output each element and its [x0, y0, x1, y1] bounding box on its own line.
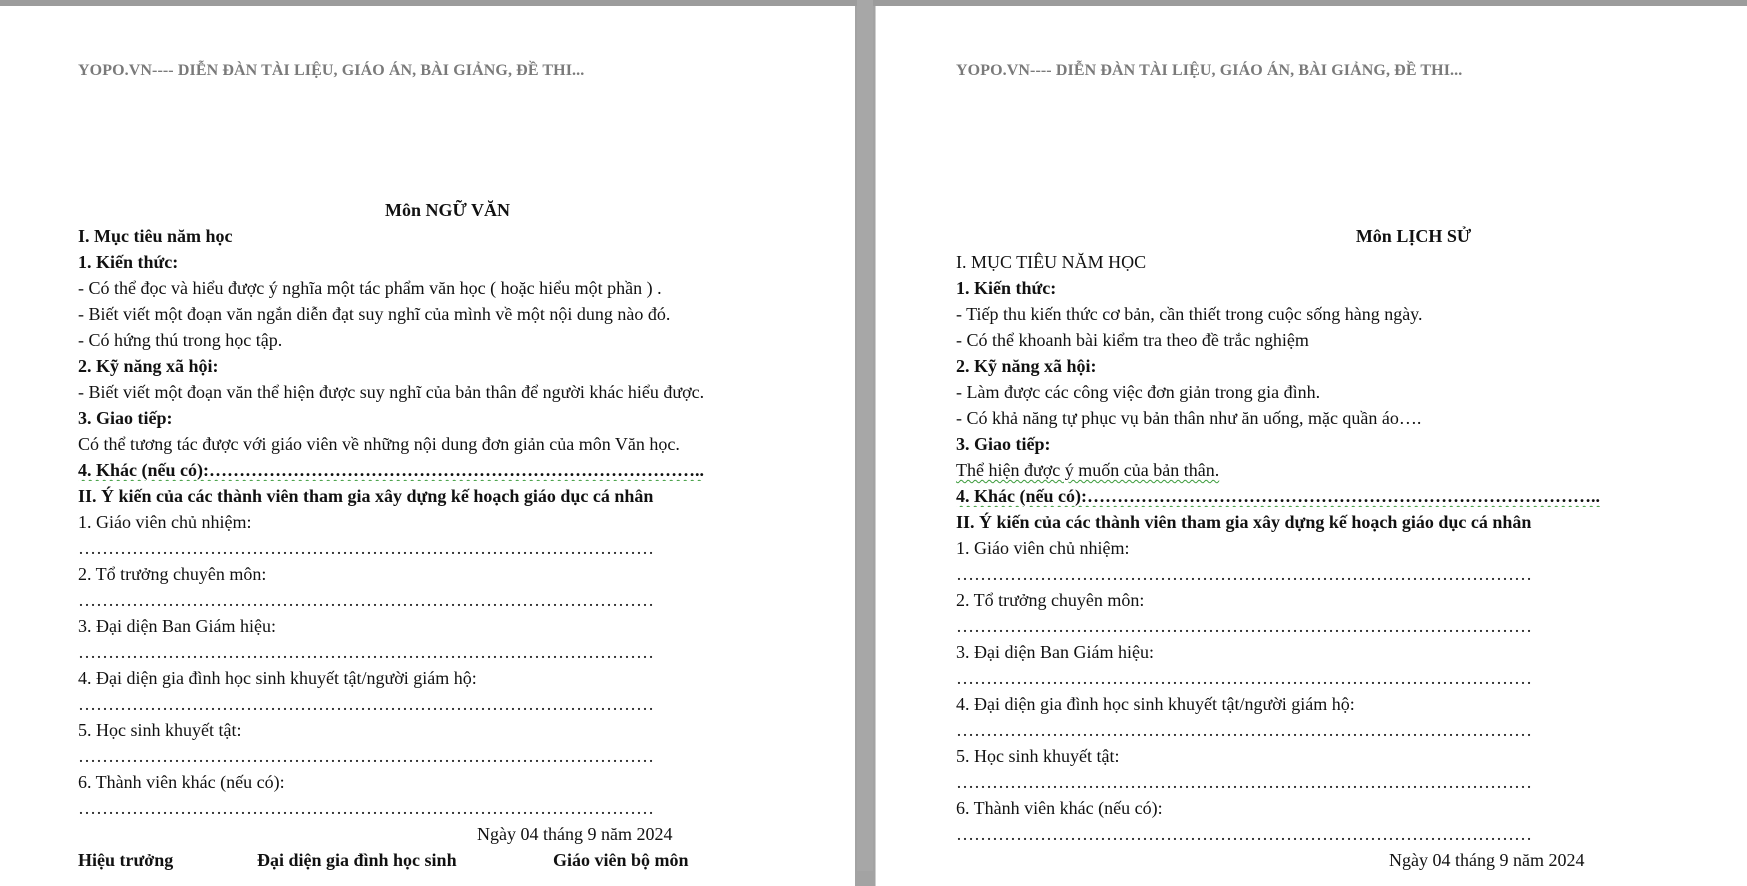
- knowledge-heading: 1. Kiến thức:: [956, 278, 1057, 298]
- knowledge-item: - Có thể đọc và hiểu được ý nghĩa một tác phẩm văn học ( hoặc hiểu một phần ) .: [78, 278, 662, 298]
- social-skills-item: - Có khả năng tự phục vụ bản thân như ăn uống, mặc quần áo….: [956, 408, 1422, 428]
- communication-heading: 3. Giao tiếp:: [78, 408, 173, 428]
- signature-dotted-line: ……………………………………………………………………………………: [956, 772, 1532, 792]
- document-page-left: [0, 6, 855, 886]
- signature-dotted-line: ……………………………………………………………………………………: [956, 824, 1532, 844]
- signature-dotted-line: ……………………………………………………………………………………: [956, 616, 1532, 636]
- page-gap: [857, 0, 873, 871]
- date-line: Ngày 04 tháng 9 năm 2024: [477, 824, 673, 844]
- member-school-board: 3. Đại diện Ban Giám hiệu:: [78, 616, 276, 636]
- member-other: 6. Thành viên khác (nếu có):: [956, 798, 1163, 818]
- knowledge-heading: 1. Kiến thức:: [78, 252, 179, 272]
- member-department-head: 2. Tổ trưởng chuyên môn:: [956, 590, 1145, 610]
- document-page-right: [875, 6, 1747, 886]
- signature-dotted-line: ……………………………………………………………………………………: [78, 746, 654, 766]
- page-header: YOPO.VN---- DIỄN ĐÀN TÀI LIỆU, GIÁO ÁN, BÀI GIẢNG, ĐỀ THI...: [956, 62, 1463, 79]
- knowledge-item: - Biết viết một đoạn văn ngắn diễn đạt suy nghĩ của mình về một nội dung nào đó.: [78, 304, 671, 324]
- member-homeroom-teacher: 1. Giáo viên chủ nhiệm:: [956, 538, 1130, 558]
- member-department-head: 2. Tổ trưởng chuyên môn:: [78, 564, 267, 584]
- signature-family: Đại diện gia đình học sinh: [257, 850, 457, 870]
- member-family-rep: 4. Đại diện gia đình học sinh khuyết tật/người giám hộ:: [78, 668, 477, 688]
- member-student: 5. Học sinh khuyết tật:: [78, 720, 242, 740]
- member-school-board: 3. Đại diện Ban Giám hiệu:: [956, 642, 1154, 662]
- signature-dotted-line: ……………………………………………………………………………………: [956, 668, 1532, 688]
- subject-title: Môn LỊCH SỬ: [1355, 226, 1472, 246]
- communication-heading: 3. Giao tiếp:: [956, 434, 1051, 454]
- member-family-rep: 4. Đại diện gia đình học sinh khuyết tật/người giám hộ:: [956, 694, 1355, 714]
- social-skills-heading: 2. Kỹ năng xã hội:: [956, 356, 1097, 376]
- section-opinions-heading: II. Ý kiến của các thành viên tham gia xây dựng kế hoạch giáo dục cá nhân: [78, 486, 654, 506]
- signature-dotted-line: ……………………………………………………………………………………: [78, 538, 654, 558]
- signature-dotted-line: ……………………………………………………………………………………: [78, 590, 654, 610]
- knowledge-item: - Có hứng thú trong học tập.: [78, 330, 283, 350]
- subject-title: Môn NGỮ VĂN: [385, 200, 510, 220]
- signature-dotted-line: ……………………………………………………………………………………: [78, 798, 654, 818]
- member-other: 6. Thành viên khác (nếu có):: [78, 772, 285, 792]
- communication-item: Thể hiện được ý muốn của bản thân.: [956, 460, 1220, 480]
- social-skills-item: - Làm được các công việc đơn giản trong gia đình.: [956, 382, 1321, 402]
- section-objectives-heading: I. Mục tiêu năm học: [78, 226, 233, 246]
- member-student: 5. Học sinh khuyết tật:: [956, 746, 1120, 766]
- signature-dotted-line: ……………………………………………………………………………………: [78, 642, 654, 662]
- section-objectives-heading: I. MỤC TIÊU NĂM HỌC: [956, 252, 1147, 272]
- signature-dotted-line: ……………………………………………………………………………………: [956, 720, 1532, 740]
- page-header: YOPO.VN---- DIỄN ĐÀN TÀI LIỆU, GIÁO ÁN, BÀI GIẢNG, ĐỀ THI...: [78, 62, 585, 79]
- social-skills-item: - Biết viết một đoạn văn thể hiện được suy nghĩ của bản thân để người khác hiểu được.: [78, 382, 705, 402]
- signature-dotted-line: ……………………………………………………………………………………: [78, 694, 654, 714]
- knowledge-item: - Tiếp thu kiến thức cơ bản, cần thiết trong cuộc sống hàng ngày.: [956, 304, 1423, 324]
- communication-item: Có thể tương tác được với giáo viên về những nội dung đơn giản của môn Văn học.: [78, 434, 680, 454]
- member-homeroom-teacher: 1. Giáo viên chủ nhiệm:: [78, 512, 252, 532]
- other-line: 4. Khác (nếu có):………………………………………………………………………..: [78, 460, 704, 480]
- other-line: 4. Khác (nếu có):…………………………………………………………………………..: [956, 486, 1600, 506]
- social-skills-heading: 2. Kỹ năng xã hội:: [78, 356, 219, 376]
- date-line: Ngày 04 tháng 9 năm 2024: [1389, 850, 1585, 870]
- signature-dotted-line: ……………………………………………………………………………………: [956, 564, 1532, 584]
- signature-principal: Hiệu trưởng: [78, 850, 174, 870]
- knowledge-item: - Có thể khoanh bài kiểm tra theo đề trắc nghiệm: [956, 330, 1309, 350]
- signature-teacher: Giáo viên bộ môn: [553, 850, 689, 870]
- section-opinions-heading: II. Ý kiến của các thành viên tham gia xây dựng kế hoạch giáo dục cá nhân: [956, 512, 1532, 532]
